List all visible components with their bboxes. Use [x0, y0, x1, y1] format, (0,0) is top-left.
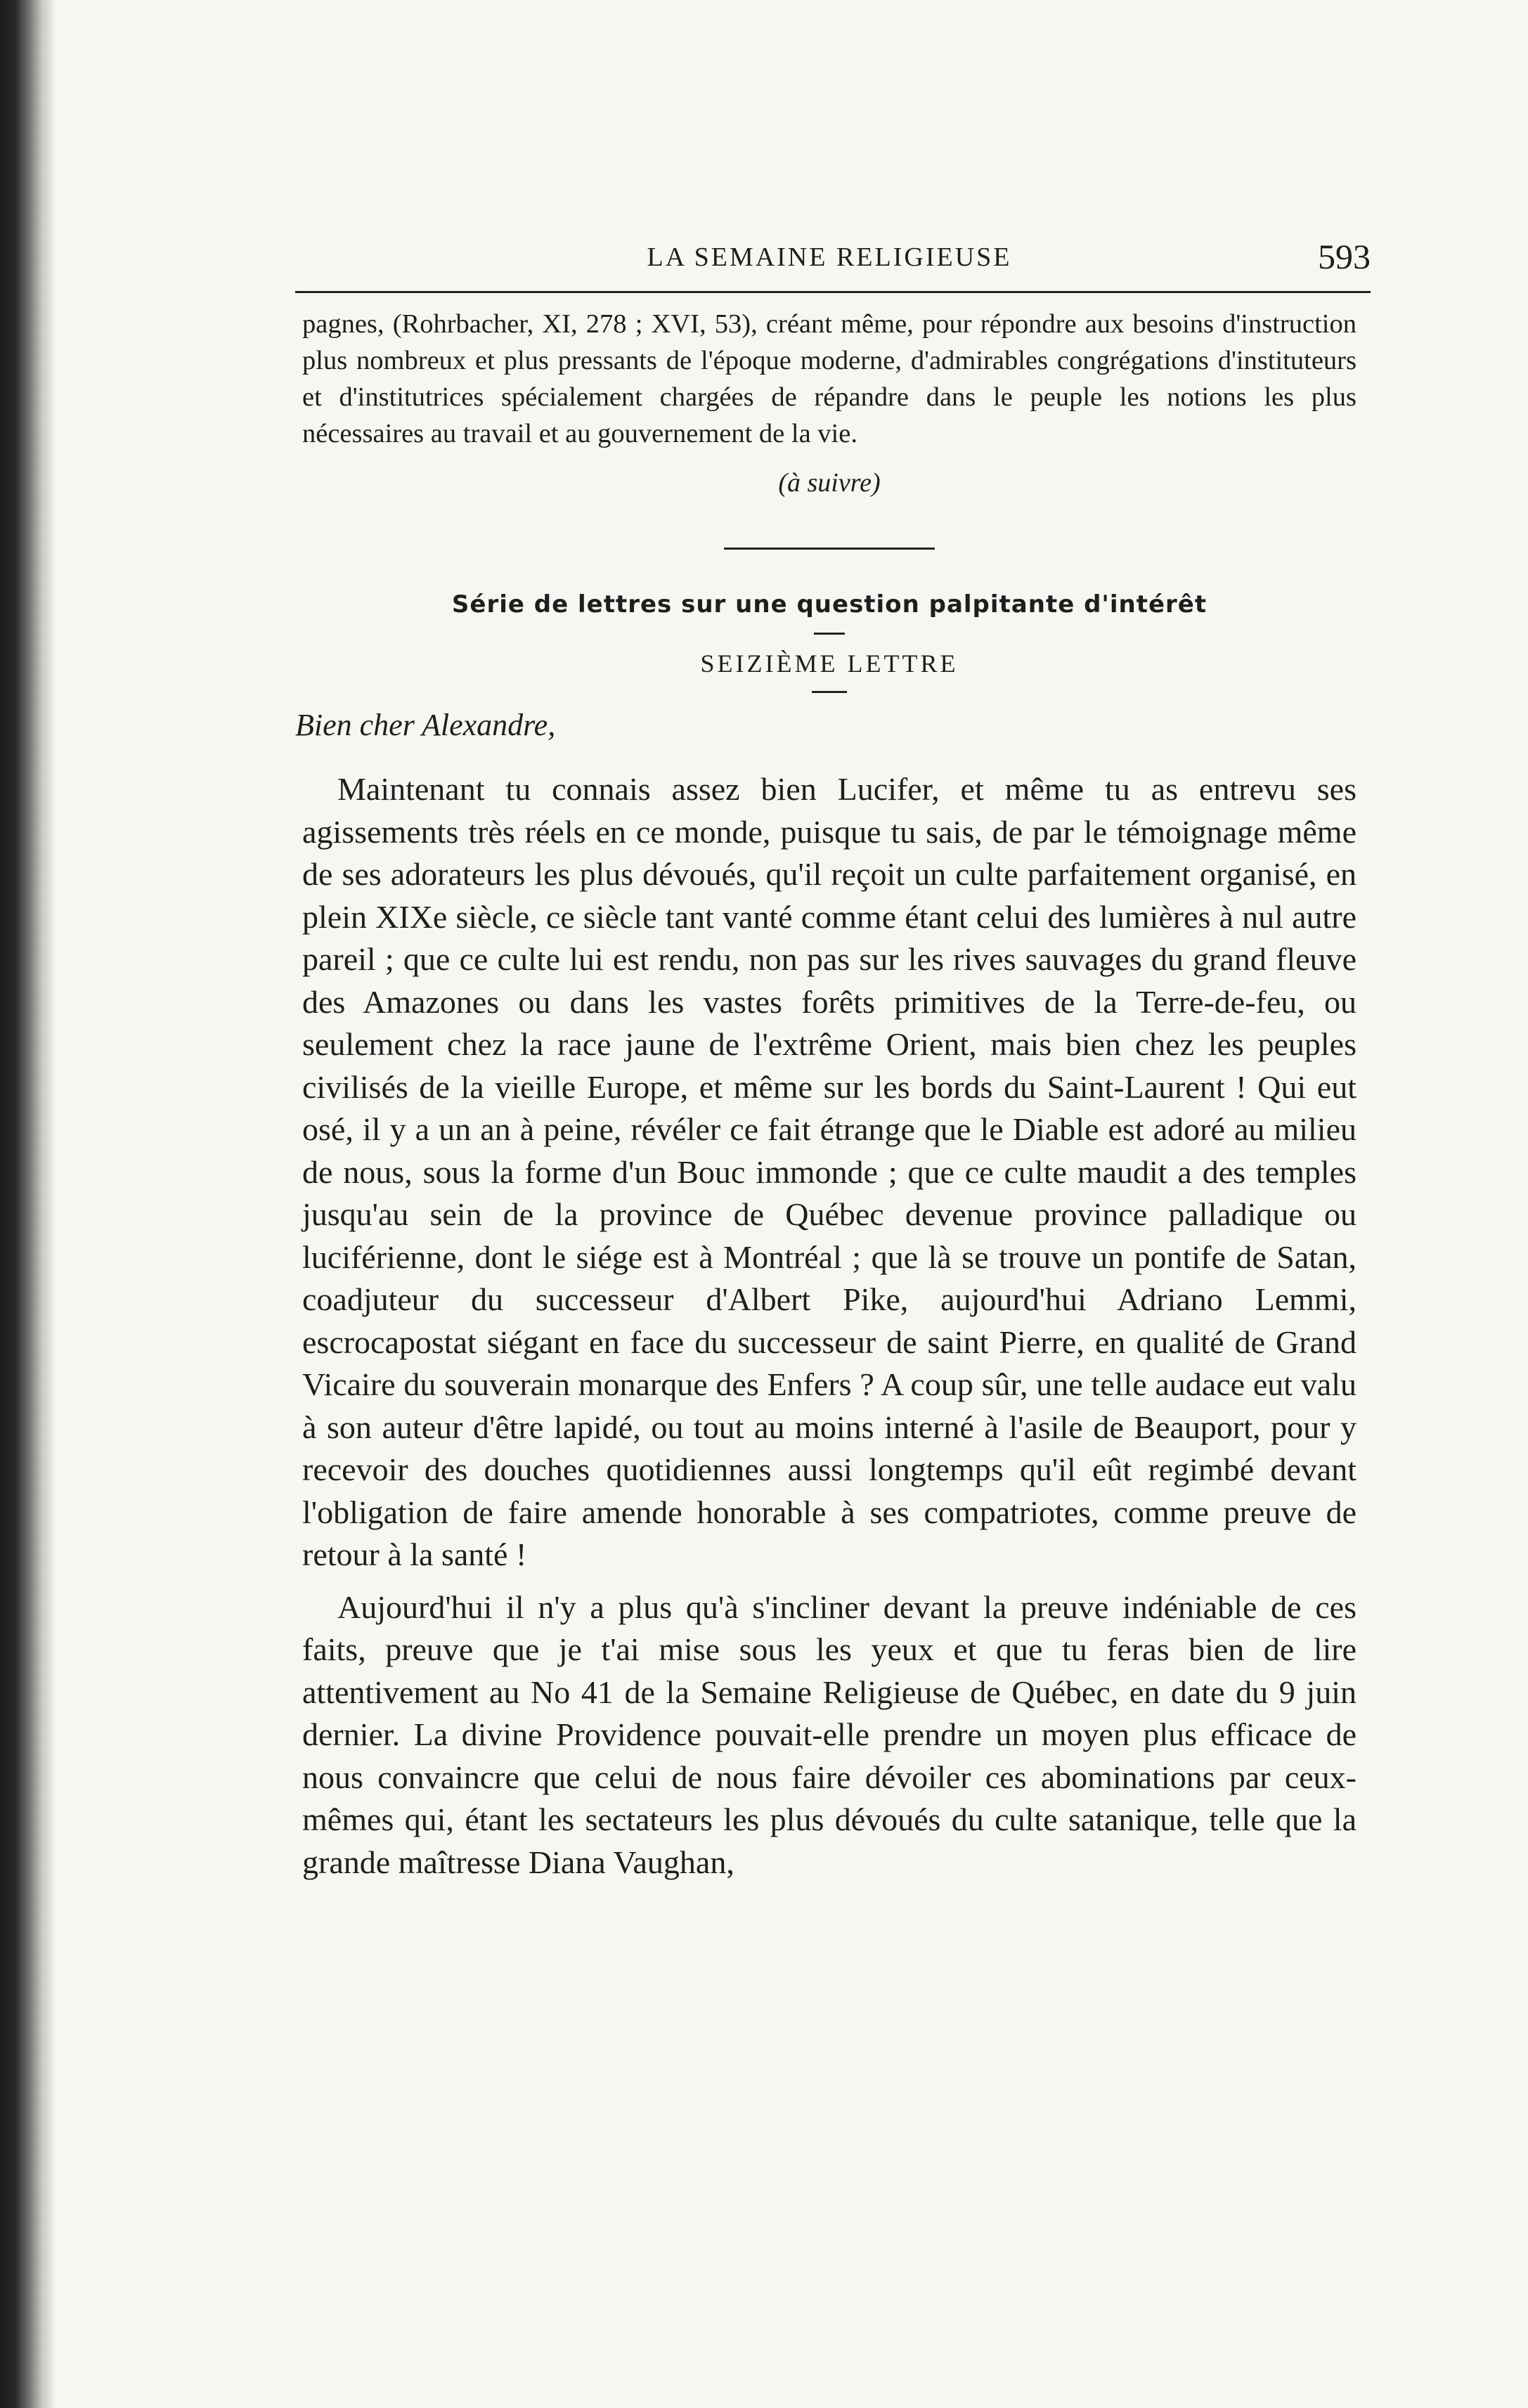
letter-body	[302, 768, 1357, 1884]
previous-article	[302, 306, 1357, 452]
previous-article-text: pagnes, (Rohrbacher, XI, 278 ; XVI, 53), créant même, pour répondre aux besoins d'instruction plus nombreux et plus pressants de l'époque moderne, d'admirables congrégations d'instituteurs et d'institutrices spécialement chargées de répandre dans le peuple les notions les plus nécessaires au travail et au gouvernement de la vie.	[302, 309, 1357, 448]
title-dash	[814, 633, 845, 635]
letter-number: SEIZIÈME LETTRE	[700, 649, 959, 678]
page	[295, 232, 1371, 1884]
series-title: Série de lettres sur une question palpitante d'intérêt	[451, 590, 1207, 619]
section-divider	[724, 548, 935, 550]
page-number: 593	[1318, 237, 1371, 276]
letter-number-dash	[812, 691, 847, 693]
letter-paragraph-1: Maintenant tu connais assez bien Lucifer, et même tu as entrevu ses agissements très réels en ce monde, puisque tu sais, de par le témoignage même de ses adorateurs les plus dévoués, qu'il reçoit un culte parfaitement organisé, en plein XIXe siècle, ce siècle tant vanté comme étant celui des lumières à nul autre pareil ; que ce culte lui est rendu, non pas sur les rives sauvages du grand fleuve des Amazones ou dans les vastes forêts primitives de la Terre-de-feu, ou seulement chez la race jaune de l'extrême Orient, mais bien chez les peuples civilisés de la vieille Europe, et même sur les bords du Saint-Laurent ! Qui eut osé, il y a un an à peine, révéler ce fait étrange que le Diable est adoré au milieu de nous, sous la forme d'un Bouc immonde ; que ce culte maudit a des temples jusqu'au sein de la province de Québec devenue province palladique ou luciférienne, dont le siége est à Montréal ; que là se trouve un pontife de Satan, coadjuteur du successeur d'Albert Pike, aujourd'hui Adriano Lemmi, escrocapostat siégant en face du successeur de saint Pierre, en qualité de Grand Vicaire du souverain monarque des Enfers ? A coup sûr, une telle audace eut valu à son auteur d'être lapidé, ou tout au moins interné à l'asile de Beauport, pour y recevoir des douches quotidiennes aussi longtemps qu'il eût regimbé devant l'obligation de faire amende honorable à ses compatriotes, comme preuve de retour à la santé !	[302, 771, 1357, 1572]
running-head	[302, 232, 1371, 281]
running-title: LA SEMAINE RELIGIEUSE	[647, 242, 1012, 272]
scan-edge-shadow	[0, 0, 56, 2408]
to-be-continued-note: (à suivre)	[778, 468, 881, 498]
letter-paragraph-2: Aujourd'hui il n'y a plus qu'à s'incliner devant la preuve indéniable de ces faits, preuve que je t'ai mise sous les yeux et que tu feras bien de lire attentivement au No 41 de la Semaine Religieuse de Québec, en date du 9 juin dernier. La divine Providence pouvait-elle prendre un moyen plus efficace de nous convaincre que celui de nous faire dévoiler ces abominations par ceux-mêmes qui, étant les sectateurs les plus dévoués du culte satanique, telle que la grande maîtresse Diana Vaughan,	[302, 1588, 1357, 1880]
header-rule	[295, 291, 1371, 293]
salutation: Bien cher Alexandre,	[295, 708, 556, 742]
